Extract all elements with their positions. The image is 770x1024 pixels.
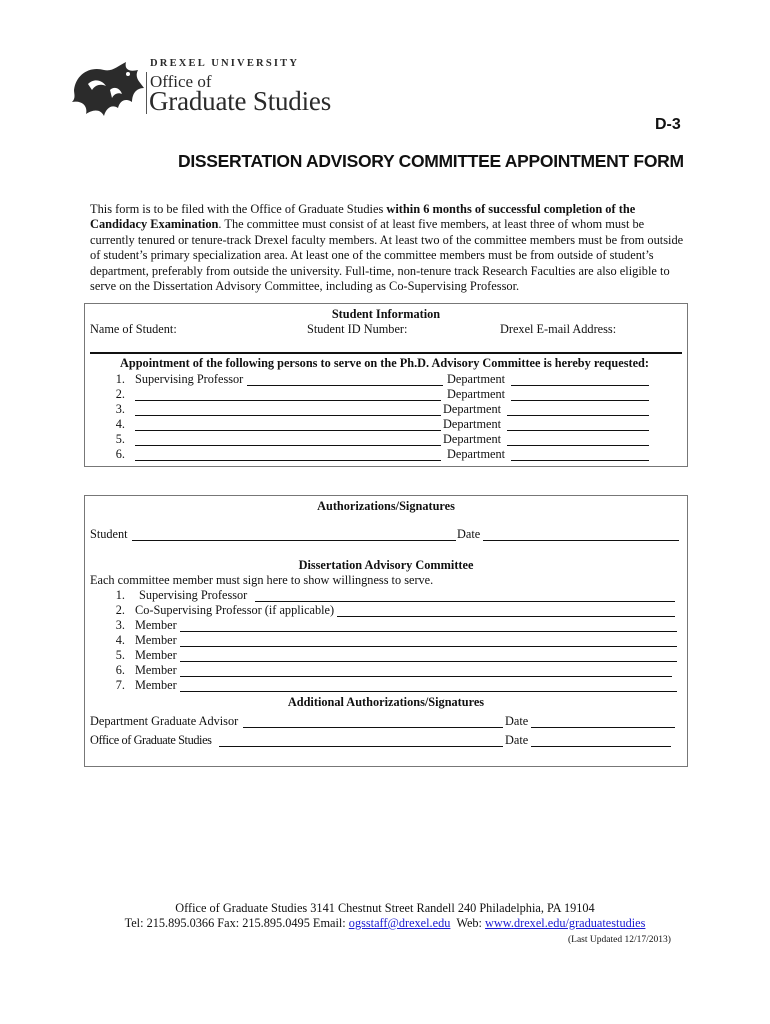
form-code: D-3 xyxy=(655,116,681,133)
member-name-line[interactable] xyxy=(135,415,441,416)
row-number: 6. xyxy=(115,447,125,461)
row-number: 5. xyxy=(115,648,125,662)
department-line[interactable] xyxy=(511,460,649,461)
member-label: Member xyxy=(135,678,177,692)
professor-name-line[interactable] xyxy=(247,385,443,386)
row-number: 3. xyxy=(115,402,125,416)
member-name-line[interactable] xyxy=(135,430,441,431)
footer-web-label: Web: xyxy=(450,916,486,930)
footer-web-link[interactable]: www.drexel.edu/graduatestudies xyxy=(485,916,646,930)
department-label: Department xyxy=(443,432,502,446)
intro-part2: . The committee must consist of at least five members, at least three of whom must be currently tenured or tenure-track Drexel faculty members. At least two of the committee members must be from outside of student’s primary specialization area. At least one of the committee members must be from outside of student’s department, preferably from outside the university. Full-time, non-tenure track Research Faculties are also eligible to serve on the Dissertation Advisory Committee, including as Co-Supervising Professor. xyxy=(90,217,684,294)
member-name-line[interactable] xyxy=(135,445,441,446)
department-line[interactable] xyxy=(507,430,649,431)
department-label: Department xyxy=(443,417,502,431)
student-date-line[interactable] xyxy=(483,540,679,541)
department-label: Department xyxy=(443,402,502,416)
member-signature-line[interactable] xyxy=(180,646,677,647)
row-number: 3. xyxy=(115,618,125,632)
row-number: 5. xyxy=(115,432,125,446)
office-graduate-studies-label: Office of Graduate Studies xyxy=(90,733,212,747)
row-number: 4. xyxy=(115,633,125,647)
office-of-label: Office of xyxy=(150,72,212,91)
member-label: Member xyxy=(135,633,177,647)
intro-bold: within 6 months of successful completion of the Candidacy Examination xyxy=(90,202,636,232)
member-label: Member xyxy=(135,663,177,677)
university-name: DREXEL UNIVERSITY xyxy=(150,58,300,69)
authorizations-heading: Authorizations/Signatures xyxy=(317,499,455,513)
department-label: Department xyxy=(447,372,506,386)
section-divider xyxy=(90,352,682,354)
student-date-label: Date xyxy=(457,527,481,541)
footer-contact xyxy=(0,916,770,931)
student-id-label: Student ID Number: xyxy=(307,322,408,336)
row-number: 1. xyxy=(115,588,125,602)
committee-heading: Dissertation Advisory Committee xyxy=(298,558,474,572)
department-line[interactable] xyxy=(511,385,649,386)
graduate-advisor-date-label: Date xyxy=(505,714,529,728)
student-name-label: Name of Student: xyxy=(90,322,177,336)
member-label: Member xyxy=(135,618,177,632)
member-label: Member xyxy=(135,648,177,662)
graduate-studies-label: Graduate Studies xyxy=(149,86,332,116)
footer-email-link[interactable]: ogsstaff@drexel.edu xyxy=(348,916,451,930)
supervising-professor-label: Supervising Professor xyxy=(135,372,244,386)
office-signature-line[interactable] xyxy=(219,746,503,747)
member-signature-line[interactable] xyxy=(180,691,677,692)
footer-address: Office of Graduate Studies 3141 Chestnut Street Randell 240 Philadelphia, PA 19104 xyxy=(175,901,595,915)
footer-tel-fax: Tel: 215.895.0366 Fax: 215.895.0495 Email: xyxy=(124,916,349,930)
member-signature-line[interactable] xyxy=(255,601,675,602)
member-name-line[interactable] xyxy=(135,460,441,461)
office-date-label: Date xyxy=(505,733,529,747)
member-signature-line[interactable] xyxy=(337,616,675,617)
row-number: 2. xyxy=(115,603,125,617)
member-signature-line[interactable] xyxy=(180,676,672,677)
drexel-dragon-logo xyxy=(66,60,146,120)
additional-authorizations-heading: Additional Authorizations/Signatures xyxy=(287,695,485,709)
department-label: Department xyxy=(447,387,506,401)
committee-instruction: Each committee member must sign here to show willingness to serve. xyxy=(90,573,434,587)
member-name-line[interactable] xyxy=(135,400,441,401)
form-title: DISSERTATION ADVISORY COMMITTEE APPOINTMENT FORM xyxy=(178,151,684,171)
member-signature-line[interactable] xyxy=(180,661,677,662)
department-line[interactable] xyxy=(507,415,649,416)
department-line[interactable] xyxy=(507,445,649,446)
graduate-advisor-signature-line[interactable] xyxy=(243,727,503,728)
member-signature-line[interactable] xyxy=(180,631,677,632)
row-number: 7. xyxy=(115,678,125,692)
member-label: Co-Supervising Professor (if applicable) xyxy=(135,603,335,617)
graduate-advisor-label: Department Graduate Advisor xyxy=(90,714,239,728)
department-label: Department xyxy=(447,447,506,461)
appointment-heading: Appointment of the following persons to serve on the Ph.D. Advisory Committee is hereby requested: xyxy=(120,356,649,370)
drexel-email-label: Drexel E-mail Address: xyxy=(500,322,617,336)
row-number: 6. xyxy=(115,663,125,677)
member-label: Supervising Professor xyxy=(139,588,248,602)
office-date-line[interactable] xyxy=(531,746,671,747)
student-appointment-box xyxy=(84,303,688,467)
authorizations-box xyxy=(84,495,688,767)
intro-paragraph xyxy=(90,202,690,294)
student-signature-line[interactable] xyxy=(132,540,456,541)
intro-part1: This form is to be filed with the Office of Graduate Studies xyxy=(90,202,387,216)
row-number: 1. xyxy=(115,372,125,386)
student-info-heading: Student Information xyxy=(331,307,441,321)
logo-divider xyxy=(146,72,147,114)
student-signature-label: Student xyxy=(90,527,128,541)
last-updated: (Last Updated 12/17/2013) xyxy=(568,935,671,945)
department-line[interactable] xyxy=(511,400,649,401)
row-number: 4. xyxy=(115,417,125,431)
graduate-advisor-date-line[interactable] xyxy=(531,727,675,728)
row-number: 2. xyxy=(115,387,125,401)
